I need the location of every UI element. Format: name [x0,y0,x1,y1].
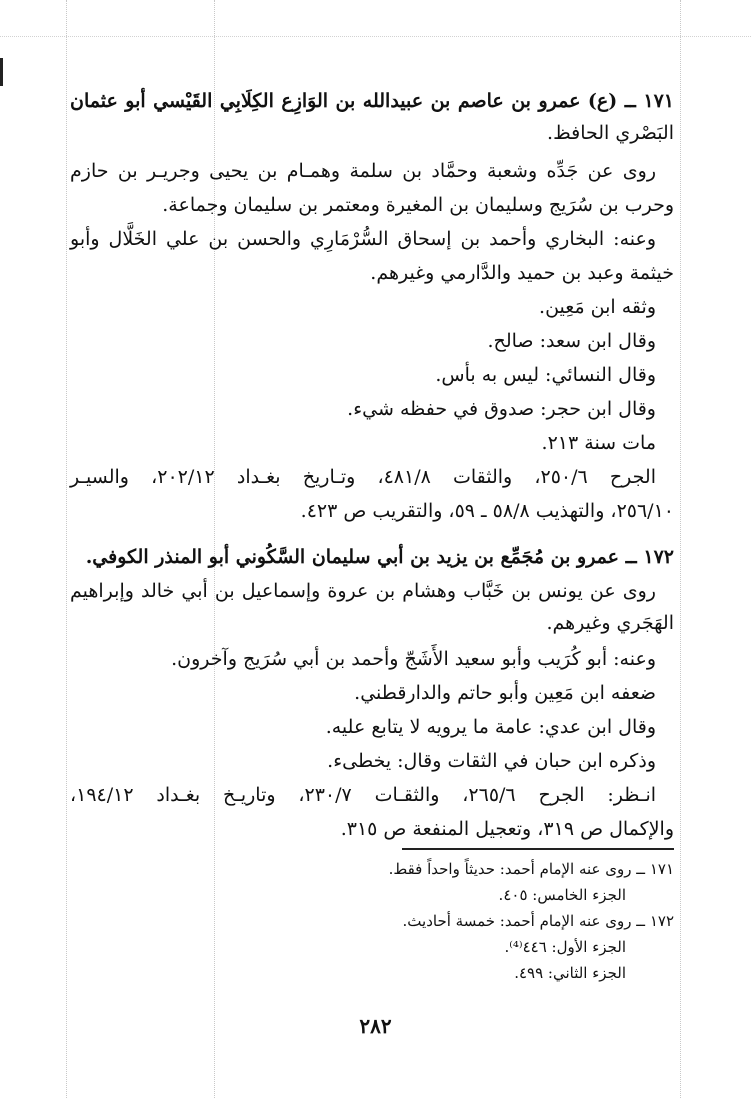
entry-172-sources-cont: والإكمال ص ٣١٩، وتعجيل المنفعة ص ٣١٥. [340,818,674,840]
entry-172-heading: ١٧٢ ــ عمرو بن مُجَمِّع بن يزيد بن أبي سليمان السَّكُوني أبو المنذر الكوفي. [85,546,674,568]
footnote-171-volume: الجزء الخامس: ٤٠٥. [498,886,626,904]
entry-171-death: مات سنة ٢١٣. [541,432,656,454]
entry-172-students: وعنه: أبو كُرَيب وأبو سعيد الأَشَجّ وأحمد بن أبي سُرَيج وآخرون. [171,648,656,670]
entry-171-tawthiq: وثقه ابن مَعِين. [539,296,656,318]
footnotes [70,858,674,988]
entry-171-ibn-hajar: وقال ابن حجر: صدوق في حفظه شيء. [347,398,656,420]
entry-172-ibn-adi: وقال ابن عدي: عامة ما يرويه لا يتابع عليه. [325,716,656,738]
entry-171-students: وعنه: البخاري وأحمد بن إسحاق السُّرْمَارِي والحسن بن علي الخَلَّال وأبو [70,228,656,250]
entry-171-students-cont: خيثمة وعبد بن حميد والدَّارمي وغيرهم. [370,262,674,284]
entry-172-teachers: روى عن يونس بن خَبَّاب وهشام بن عروة وإسماعيل بن أبي خالد وإبراهيم [70,580,656,602]
entry-171 [70,88,674,522]
entry-172-tadif: ضعفه ابن مَعِين وأبو حاتم والدارقطني. [354,682,656,704]
scan-guide-right [680,0,681,1098]
entry-172 [70,544,674,844]
scan-guide-left [66,0,67,1098]
footnote-172-volume-2: الجزء الثاني: ٤٩٩. [514,964,626,982]
footnote-172-volume-1: الجزء الأول: ٤٤٦⁽⁴⁾. [504,938,626,956]
entry-171-nasai: وقال النسائي: ليس به بأس. [435,364,656,386]
entry-171-ibn-saad: وقال ابن سعد: صالح. [487,330,656,352]
entry-171-sources-cont: ٢٥٦/١٠، والتهذيب ٥٨/٨ ـ ٥٩، والتقريب ص ٤٢٣. [300,500,674,522]
entry-171-teachers-cont: وحرب بن سُرَيج وسليمان بن المغيرة ومعتمر بن سليمان وجماعة. [162,194,674,216]
scan-guide-top [0,36,751,37]
footnote-171: ١٧١ ــ روى عنه الإمام أحمد: حديثاً واحداً فقط. [388,860,674,878]
entry-171-heading: ١٧١ ــ (ع) عمرو بن عاصم بن عبيدالله بن الوَازِع الكِلَابِي القَيْسي أبو عثمان [70,90,674,112]
scan-edge-mark [0,58,3,86]
entry-172-ibn-hibban: وذكره ابن حبان في الثقات وقال: يخطىء. [327,750,656,772]
entry-171-teachers: روى عن جَدِّه وشعبة وحمَّاد بن سلمة وهمـام بن يحيى وجريـر بن حازم [70,160,656,182]
entry-171-sources: الجرح ٢٥٠/٦، والثقات ٤٨١/٨، وتـاريخ بغـداد ٢٠٢/١٢، والسيـر [70,466,656,488]
entry-172-sources: انـظر: الجرح ٢٦٥/٦، والثقـات ٢٣٠/٧، وتاريـخ بغـداد ١٩٤/١٢، [70,784,657,806]
page-number: ٢٨٢ [359,1014,392,1038]
entry-171-heading-cont: البَصْري الحافظ. [547,122,674,144]
footnote-172: ١٧٢ ــ روى عنه الإمام أحمد: خمسة أحاديث. [402,912,674,930]
footnote-separator [402,848,674,850]
entry-172-teachers-cont: الهَجَري وغيرهم. [546,612,674,634]
